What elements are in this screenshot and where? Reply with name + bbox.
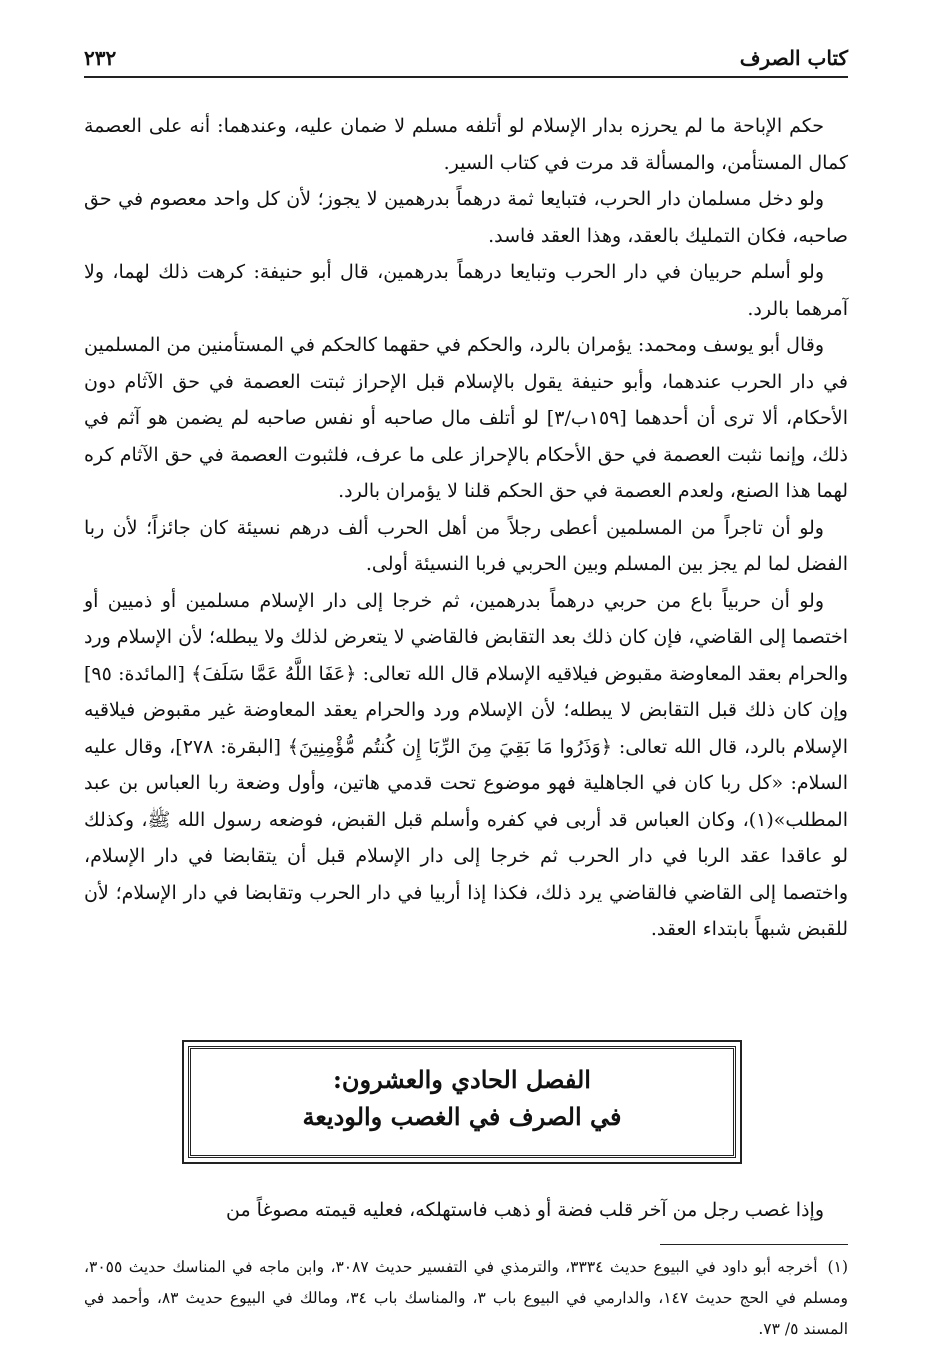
paragraph: وإذا غصب رجل من آخر قلب فضة أو ذهب فاستهلكه، فعليه قيمته مصوغاً من	[226, 1199, 824, 1221]
book-title: كتاب الصرف	[739, 46, 848, 70]
chapter-subtitle: في الصرف في الغصب والوديعة	[302, 1102, 622, 1131]
paragraph: ولو أن تاجراً من المسلمين أعطى رجلاً من أهل الحرب ألف درهم نسيئة كان جائزاً؛ لأن ربا الفضل لما لم يجز بين المسلم وبين الحربي فربا النسيئة أولى.	[84, 516, 848, 575]
chapter-title: الفصل الحادي والعشرون:	[333, 1065, 591, 1094]
page-number: ٢٣٢	[84, 46, 117, 70]
paragraph: ولو دخل مسلمان دار الحرب، فتبايعا ثمة درهماً بدرهمين لا يجوز؛ لأن كل واحد معصوم في حق صاحبه، فكان التمليك بالعقد، وهذا العقد فاسد.	[84, 188, 848, 247]
chapter-heading-box	[188, 1046, 736, 1158]
page-header	[84, 40, 848, 78]
section-text	[84, 1192, 848, 1228]
paragraph: ولو أن حربياً باع من حربي درهماً بدرهمين، ثم خرجا إلى دار الإسلام مسلمين أو ذميين أو اختصما إلى القاضي، فإن كان ذلك بعد التقابض فالقاضي لا يتعرض لذلك ولا يبطله؛ لأن الإسلام ورد والحرام بعقد المعاوضة مقبوض فيلاقيه الإسلام قال الله تعالى: ﴿عَفَا اللَّهُ عَمَّا سَلَفَ﴾ [المائدة: ٩٥] وإن كان ذلك قبل التقابض لا يبطله؛ لأن الإسلام ورد والحرام يعقد المعاوضة غير مقبوض فيلاقيه الإسلام بالرد، قال الله تعالى: ﴿وَذَرُوا مَا بَقِيَ مِنَ الرِّبَا إِن كُنتُم مُّؤْمِنِينَ﴾ [البقرة: ٢٧٨]، وقال عليه السلام: «كل ربا كان في الجاهلية فهو موضوع تحت قدمي هاتين، وأول وضعة ربا العباس بن عبد المطلب»(١)، وكان العباس قد أربى في كفره وأسلم قبل القبض، فوضعه رسول الله ﷺ، وكذلك لو عاقدا عقد الربا في دار الحرب ثم خرجا إلى دار الإسلام قبل أن يتقابضا في دار الإسلام، واختصما إلى القاضي فالقاضي يرد ذلك، فكذا إذا أربيا في دار الحرب وتقابضا في دار الإسلام؛ لأن للقبض شبهاً بابتداء العقد.	[84, 589, 848, 940]
paragraph: حكم الإباحة ما لم يحرزه بدار الإسلام لو أتلفه مسلم لا ضمان عليه، وعندهما: أنه على العصمة كمال المستأمن، والمسألة قد مرت في كتاب السير.	[84, 115, 848, 174]
main-text	[84, 108, 848, 948]
paragraph: وقال أبو يوسف ومحمد: يؤمران بالرد، والحكم في حقهما كالحكم في المستأمنين من المسلمين في دار الحرب عندهما، وأبو حنيفة يقول بالإسلام قبل الإحراز ثبتت العصمة في حق الآثام دون الأحكام، ألا ترى أن أحدهما [١٥٩ب/٣] لو أتلف مال صاحبه أو نفس صاحبه لم يضمن هو آثم في ذلك، وإنما نثبت العصمة في حق الأحكام بالإحراز على ما عرف، فلثبوت العصمة في حق الآثام كره لهما هذا الصنع، ولعدم العصمة في حق الحكم قلنا لا يؤمران بالرد.	[84, 334, 848, 502]
footnote-text: أخرجه أبو داود في البيوع حديث ٣٣٣٤، والترمذي في التفسير حديث ٣٠٨٧، وابن ماجه في المناسك حديث ٣٠٥٥، ومسلم في الحج حديث ١٤٧، والدارمي في البيوع باب ٣، والمناسك باب ٣٤، ومالك في البيوع حديث ٨٣، وأحمد في المسند ٥/ ٧٣.	[84, 1258, 849, 1338]
footnote-number: (١)	[827, 1258, 848, 1276]
paragraph: ولو أسلم حربيان في دار الحرب وتبايعا درهماً بدرهمين، قال أبو حنيفة: كرهت ذلك لهما، ولا آمرهما بالرد.	[84, 261, 848, 320]
footnote	[84, 1252, 848, 1345]
footnote-divider	[660, 1244, 848, 1245]
